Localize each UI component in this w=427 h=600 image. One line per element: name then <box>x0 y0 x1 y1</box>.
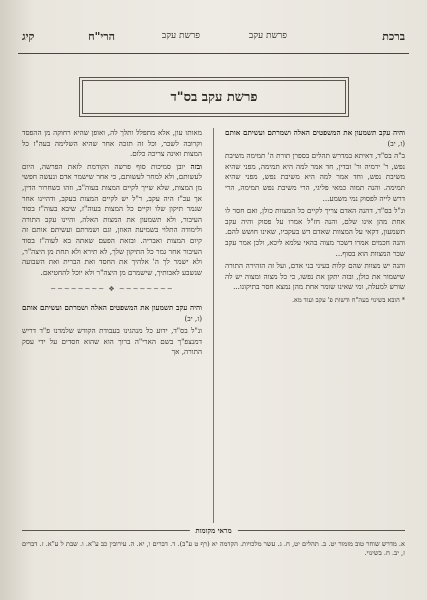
left-paragraph-2-lead: ובזה <box>190 161 202 171</box>
ornament-divider: ~~~~~~~~ ❖ ~~~~~~~~ <box>50 285 174 294</box>
header-author: הרי"ח <box>88 30 115 43</box>
right-footnote: * הובא בשינוי בעה"ח ודשות פ' עקב ועוד מא. <box>291 295 405 304</box>
left-heading-ref: (ז, יב) <box>184 313 202 323</box>
header-parsha-2: פרשת עקב <box>161 31 200 41</box>
section-title <box>82 80 346 114</box>
right-paragraph-2: ונ"ל בס"ד, דהנה האדם צריך לקיים כל המצוות כולן, ואם חסר לו אחת מהן אינו שלם, והנה חז"ל אמרו על פסוק והיה עקב תשמעון, דקאי על המצוות שאדם דש בעקביו, שאינו חושש להם. והנה חכמים אמרו דשכר מצוה בהאי עלמא ליכא, ולכן אמר עקב שכר המצוות הוא בסוף... <box>225 206 405 258</box>
header-rule <box>18 53 409 54</box>
left-paragraph-2: יובן סמיכות סוף פרשה הקודמת לזאת הפרשה, היום לעשותם, ולא למחר לעשותם, כי אחר שישמר אדם ונעשה חפשי מן המצות, שלא שייך לקיים המצות בעוה"ב, וזהו כשחרור הדין, אך עכ"ז היה עקב, ר"ל יש לקיים המצות בעקב, ודהיינו אחר שגמר תיקון שלו וקיים כל המצות בעוה"ז, שיבא בעוה"ז בסוד העיבור, ולא תשמעון את המצות האלה, והיינו עקב התורה ולימודה התלוי בשמיעת האוזן, וגם ושמרתם ועשיתם אותם זה קיום המצות ואבריה. ובזאת הפעם שאתה בא לעוה"ז בסוד העיבור אחר גמר כל התיקון שלך, לא תירא ולא תחת מן היצה"ר, ולא ישמר לך ה' אלהיך את החסד ואת הברית ואת השבועה שנשבע לאבותיך, שישמרם מן היצה"ר ולא יוכל להחטיאם. <box>22 161 202 277</box>
left-paragraph-3: ונ"ל בס"ד, ידוע כל מנהגינו בעבודת הקודש שלמדנו פ"ד דריש דמנצפ"ך בשם הארי"ה ברוך הוא שהוא חסדים על ידי עסק התורה, אך <box>22 326 202 357</box>
left-paragraph-1: מאותו עון, אלא מתפלל ותלך לה, ואופן שהיא רחוקה מן ההפסד וקרובה לשכר, וכל זה תזכה אחר שהיא השלימה בעה"ז כל המצות ואינה צריכה כלום. <box>22 128 202 159</box>
sources-text: א. מדרש שוחר טוב מזמור יט. ב. תהלים יט, ח. ג. עשר מלכויות. הקדמה יא (רף ט ע"ב). ד. דברים ו, יא. ה. עירובין כב ע"א. ו. שבת ל ע"א. ז. דברים ז, יב. ח. בשינוי. <box>22 540 405 557</box>
header-book-name: ברכת <box>382 30 405 43</box>
section-title-text: פרשת עקב בס"ד <box>170 90 258 105</box>
column-divider <box>213 128 214 523</box>
header-parsha-1: פרשת עקב <box>248 31 287 41</box>
right-paragraph-3: והנה יש מצוות שהם קלות בעיני בני אדם, ועל זה הזהירה התורה שישמור את כולן, ובזה יתקן את נפשו, כי כל מצוה ומצוה יש לה שורש למעלה, ומי שאינו שומר אחת מהן נמצא חסר בתיקונו... <box>225 261 405 292</box>
left-heading: והיה עקב תשמעון את המשפטים האלה ושמרתם ועשיתם אותם <box>22 302 202 312</box>
right-heading-ref: (ז, יב) <box>387 138 405 148</box>
left-column <box>22 128 202 360</box>
page-number: קיג <box>22 30 35 43</box>
running-header <box>22 30 405 48</box>
right-column <box>225 128 405 308</box>
sources-label: מראי מקומות <box>189 526 237 535</box>
right-heading: והיה עקב תשמעון את המשפטים האלה ושמרתם ועשיתם אותם <box>225 128 405 137</box>
right-paragraph-1: ב"ה בס"ד, דאיתא במדרש תהלים בספרן תורת ה' תמימה משיבת נפש, ר' ירמיה ור' זבדין, חד אמר למה היא תמימה, מפני שהיא משיבת נפש, וחד אמר למה היא משיבת נפש, מפני שהיא תמימה. והנה תמוה כמאי פליגי, הרי משיבת נפש תמימה, הרי דרש לייה לפסוק נמי משמע... <box>225 151 405 203</box>
